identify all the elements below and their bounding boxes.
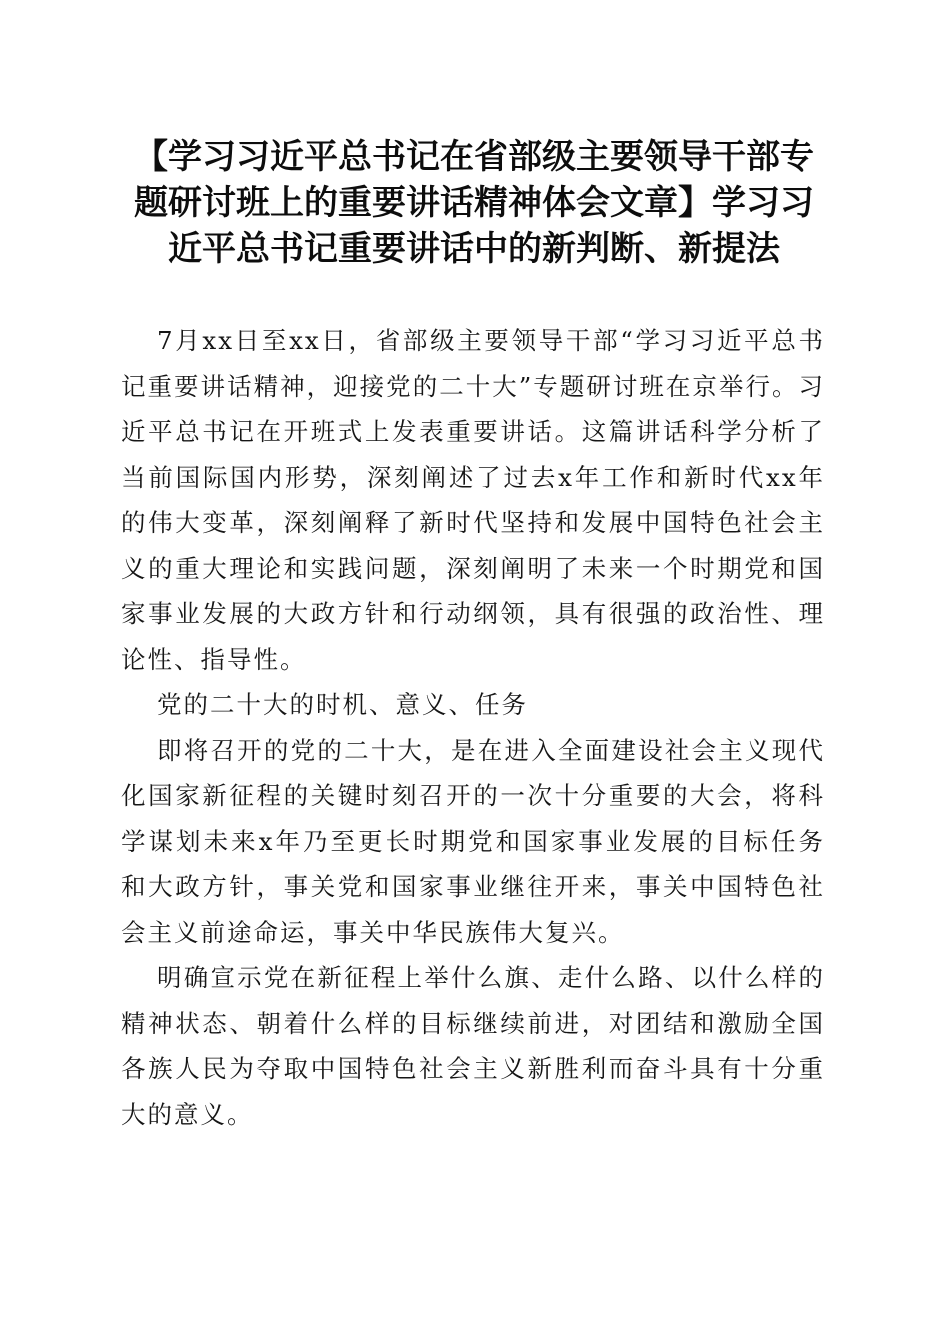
- paragraph-declaration: 明确宣示党在新征程上举什么旗、走什么路、以什么样的精神状态、朝着什么样的目标继续前进，对团结和激励全国各族人民为夺取中国特色社会主义新胜利而奋斗具有十分重大的意义。: [121, 963, 825, 1129]
- section-heading: 党的二十大的时机、意义、任务: [157, 690, 528, 719]
- paragraph-congress-significance: 即将召开的党的二十大，是在进入全面建设社会主义现代化国家新征程的关键时刻召开的一次十分重要的大会，将科学谋划未来x年乃至更长时期党和国家事业发展的目标任务和大政方针，事关党和国家事业继往开来，事关中国特色社会主义前途命运，事关中华民族伟大复兴。: [121, 735, 825, 947]
- document-body: [121, 318, 825, 1137]
- paragraph-intro: 7月xx日至xx日，省部级主要领导干部“学习习近平总书记重要讲话精神，迎接党的二十大”专题研讨班在京举行。习近平总书记在开班式上发表重要讲话。这篇讲话科学分析了当前国际国内形势，深刻阐述了过去x年工作和新时代xx年的伟大变革，深刻阐释了新时代坚持和发展中国特色社会主义的重大理论和实践问题，深刻阐明了未来一个时期党和国家事业发展的大政方针和行动纲领，具有很强的政治性、理论性、指导性。: [121, 326, 825, 674]
- document-title: 【学习习近平总书记在省部级主要领导干部专题研讨班上的重要讲话精神体会文章】学习习近平总书记重要讲话中的新判断、新提法: [134, 137, 814, 269]
